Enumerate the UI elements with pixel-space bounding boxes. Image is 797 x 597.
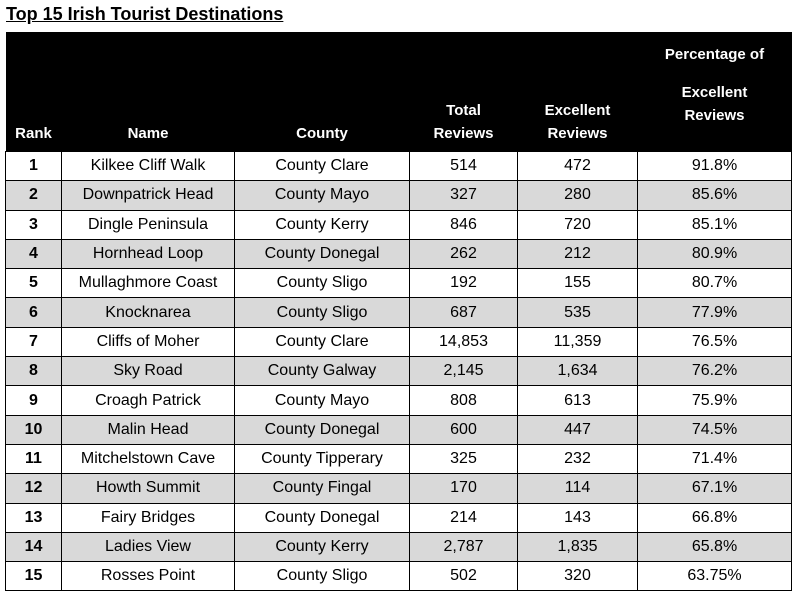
cell-name: Dingle Peninsula [62,210,235,239]
cell-rank: 1 [6,152,62,181]
cell-percentage: 85.1% [638,210,792,239]
cell-rank: 6 [6,298,62,327]
cell-name: Howth Summit [62,474,235,503]
header-name: Name [62,32,235,152]
cell-total-reviews: 846 [410,210,518,239]
cell-percentage: 75.9% [638,386,792,415]
cell-total-reviews: 2,145 [410,357,518,386]
cell-excellent-reviews: 535 [518,298,638,327]
cell-excellent-reviews: 720 [518,210,638,239]
cell-name: Rosses Point [62,562,235,591]
table-row [6,239,792,268]
cell-percentage: 76.2% [638,357,792,386]
table-row [6,357,792,386]
cell-percentage: 80.7% [638,269,792,298]
cell-excellent-reviews: 1,634 [518,357,638,386]
cell-excellent-reviews: 320 [518,562,638,591]
header-row [6,32,792,152]
cell-rank: 3 [6,210,62,239]
cell-rank: 10 [6,415,62,444]
table-row [6,503,792,532]
cell-name: Cliffs of Moher [62,327,235,356]
table-row [6,269,792,298]
cell-rank: 2 [6,181,62,210]
cell-percentage: 85.6% [638,181,792,210]
header-excellent-line2: Reviews [547,125,608,142]
cell-name: Downpatrick Head [62,181,235,210]
cell-excellent-reviews: 212 [518,239,638,268]
header-pct-line3: Reviews [684,106,745,124]
cell-rank: 13 [6,503,62,532]
header-rank: Rank [6,32,62,152]
table-title: Top 15 Irish Tourist Destinations [6,4,284,24]
table-row [6,444,792,473]
cell-county: County Clare [235,152,410,181]
cell-county: County Mayo [235,181,410,210]
cell-excellent-reviews: 1,835 [518,532,638,561]
table-row [6,181,792,210]
cell-percentage: 63.75% [638,562,792,591]
cell-total-reviews: 192 [410,269,518,298]
cell-name: Mullaghmore Coast [62,269,235,298]
cell-county: County Kerry [235,210,410,239]
table-row [6,532,792,561]
header-excellent-reviews [518,32,638,152]
cell-percentage: 67.1% [638,474,792,503]
cell-percentage: 76.5% [638,327,792,356]
cell-percentage: 65.8% [638,532,792,561]
table-row [6,152,792,181]
header-pct-line1: Percentage of [664,45,765,63]
cell-county: County Tipperary [235,444,410,473]
cell-name: Mitchelstown Cave [62,444,235,473]
cell-total-reviews: 2,787 [410,532,518,561]
destinations-table [5,32,792,591]
cell-percentage: 66.8% [638,503,792,532]
cell-county: County Mayo [235,386,410,415]
cell-excellent-reviews: 114 [518,474,638,503]
cell-percentage: 71.4% [638,444,792,473]
cell-name: Croagh Patrick [62,386,235,415]
cell-name: Fairy Bridges [62,503,235,532]
cell-total-reviews: 327 [410,181,518,210]
header-excellent-line1: Excellent [544,102,611,119]
cell-name: Kilkee Cliff Walk [62,152,235,181]
cell-rank: 11 [6,444,62,473]
cell-total-reviews: 687 [410,298,518,327]
cell-rank: 15 [6,562,62,591]
cell-total-reviews: 170 [410,474,518,503]
cell-name: Malin Head [62,415,235,444]
cell-rank: 7 [6,327,62,356]
table-row [6,327,792,356]
cell-total-reviews: 214 [410,503,518,532]
cell-county: County Donegal [235,503,410,532]
cell-county: County Fingal [235,474,410,503]
table-row [6,298,792,327]
cell-name: Knocknarea [62,298,235,327]
header-county: County [235,32,410,152]
cell-excellent-reviews: 155 [518,269,638,298]
cell-rank: 4 [6,239,62,268]
cell-total-reviews: 14,853 [410,327,518,356]
cell-total-reviews: 600 [410,415,518,444]
table-row [6,386,792,415]
cell-county: County Kerry [235,532,410,561]
cell-rank: 14 [6,532,62,561]
header-pct-line2: Excellent [681,83,748,101]
header-total-reviews [410,32,518,152]
cell-name: Hornhead Loop [62,239,235,268]
cell-excellent-reviews: 280 [518,181,638,210]
cell-rank: 8 [6,357,62,386]
cell-county: County Clare [235,327,410,356]
cell-excellent-reviews: 232 [518,444,638,473]
table-row [6,415,792,444]
cell-excellent-reviews: 143 [518,503,638,532]
cell-name: Sky Road [62,357,235,386]
cell-percentage: 77.9% [638,298,792,327]
cell-total-reviews: 262 [410,239,518,268]
cell-excellent-reviews: 447 [518,415,638,444]
cell-excellent-reviews: 11,359 [518,327,638,356]
cell-excellent-reviews: 472 [518,152,638,181]
table-row [6,562,792,591]
cell-total-reviews: 325 [410,444,518,473]
cell-rank: 5 [6,269,62,298]
header-total-line1: Total [446,102,481,119]
cell-county: County Donegal [235,239,410,268]
cell-percentage: 80.9% [638,239,792,268]
table-row [6,210,792,239]
header-percentage-excellent [638,32,792,152]
header-total-line2: Reviews [433,125,494,142]
cell-county: County Sligo [235,298,410,327]
cell-county: County Sligo [235,269,410,298]
cell-total-reviews: 514 [410,152,518,181]
cell-name: Ladies View [62,532,235,561]
cell-county: County Donegal [235,415,410,444]
cell-county: County Sligo [235,562,410,591]
cell-percentage: 74.5% [638,415,792,444]
cell-rank: 12 [6,474,62,503]
cell-county: County Galway [235,357,410,386]
cell-excellent-reviews: 613 [518,386,638,415]
cell-total-reviews: 808 [410,386,518,415]
table-body [6,152,792,591]
cell-percentage: 91.8% [638,152,792,181]
cell-rank: 9 [6,386,62,415]
cell-total-reviews: 502 [410,562,518,591]
table-row [6,474,792,503]
